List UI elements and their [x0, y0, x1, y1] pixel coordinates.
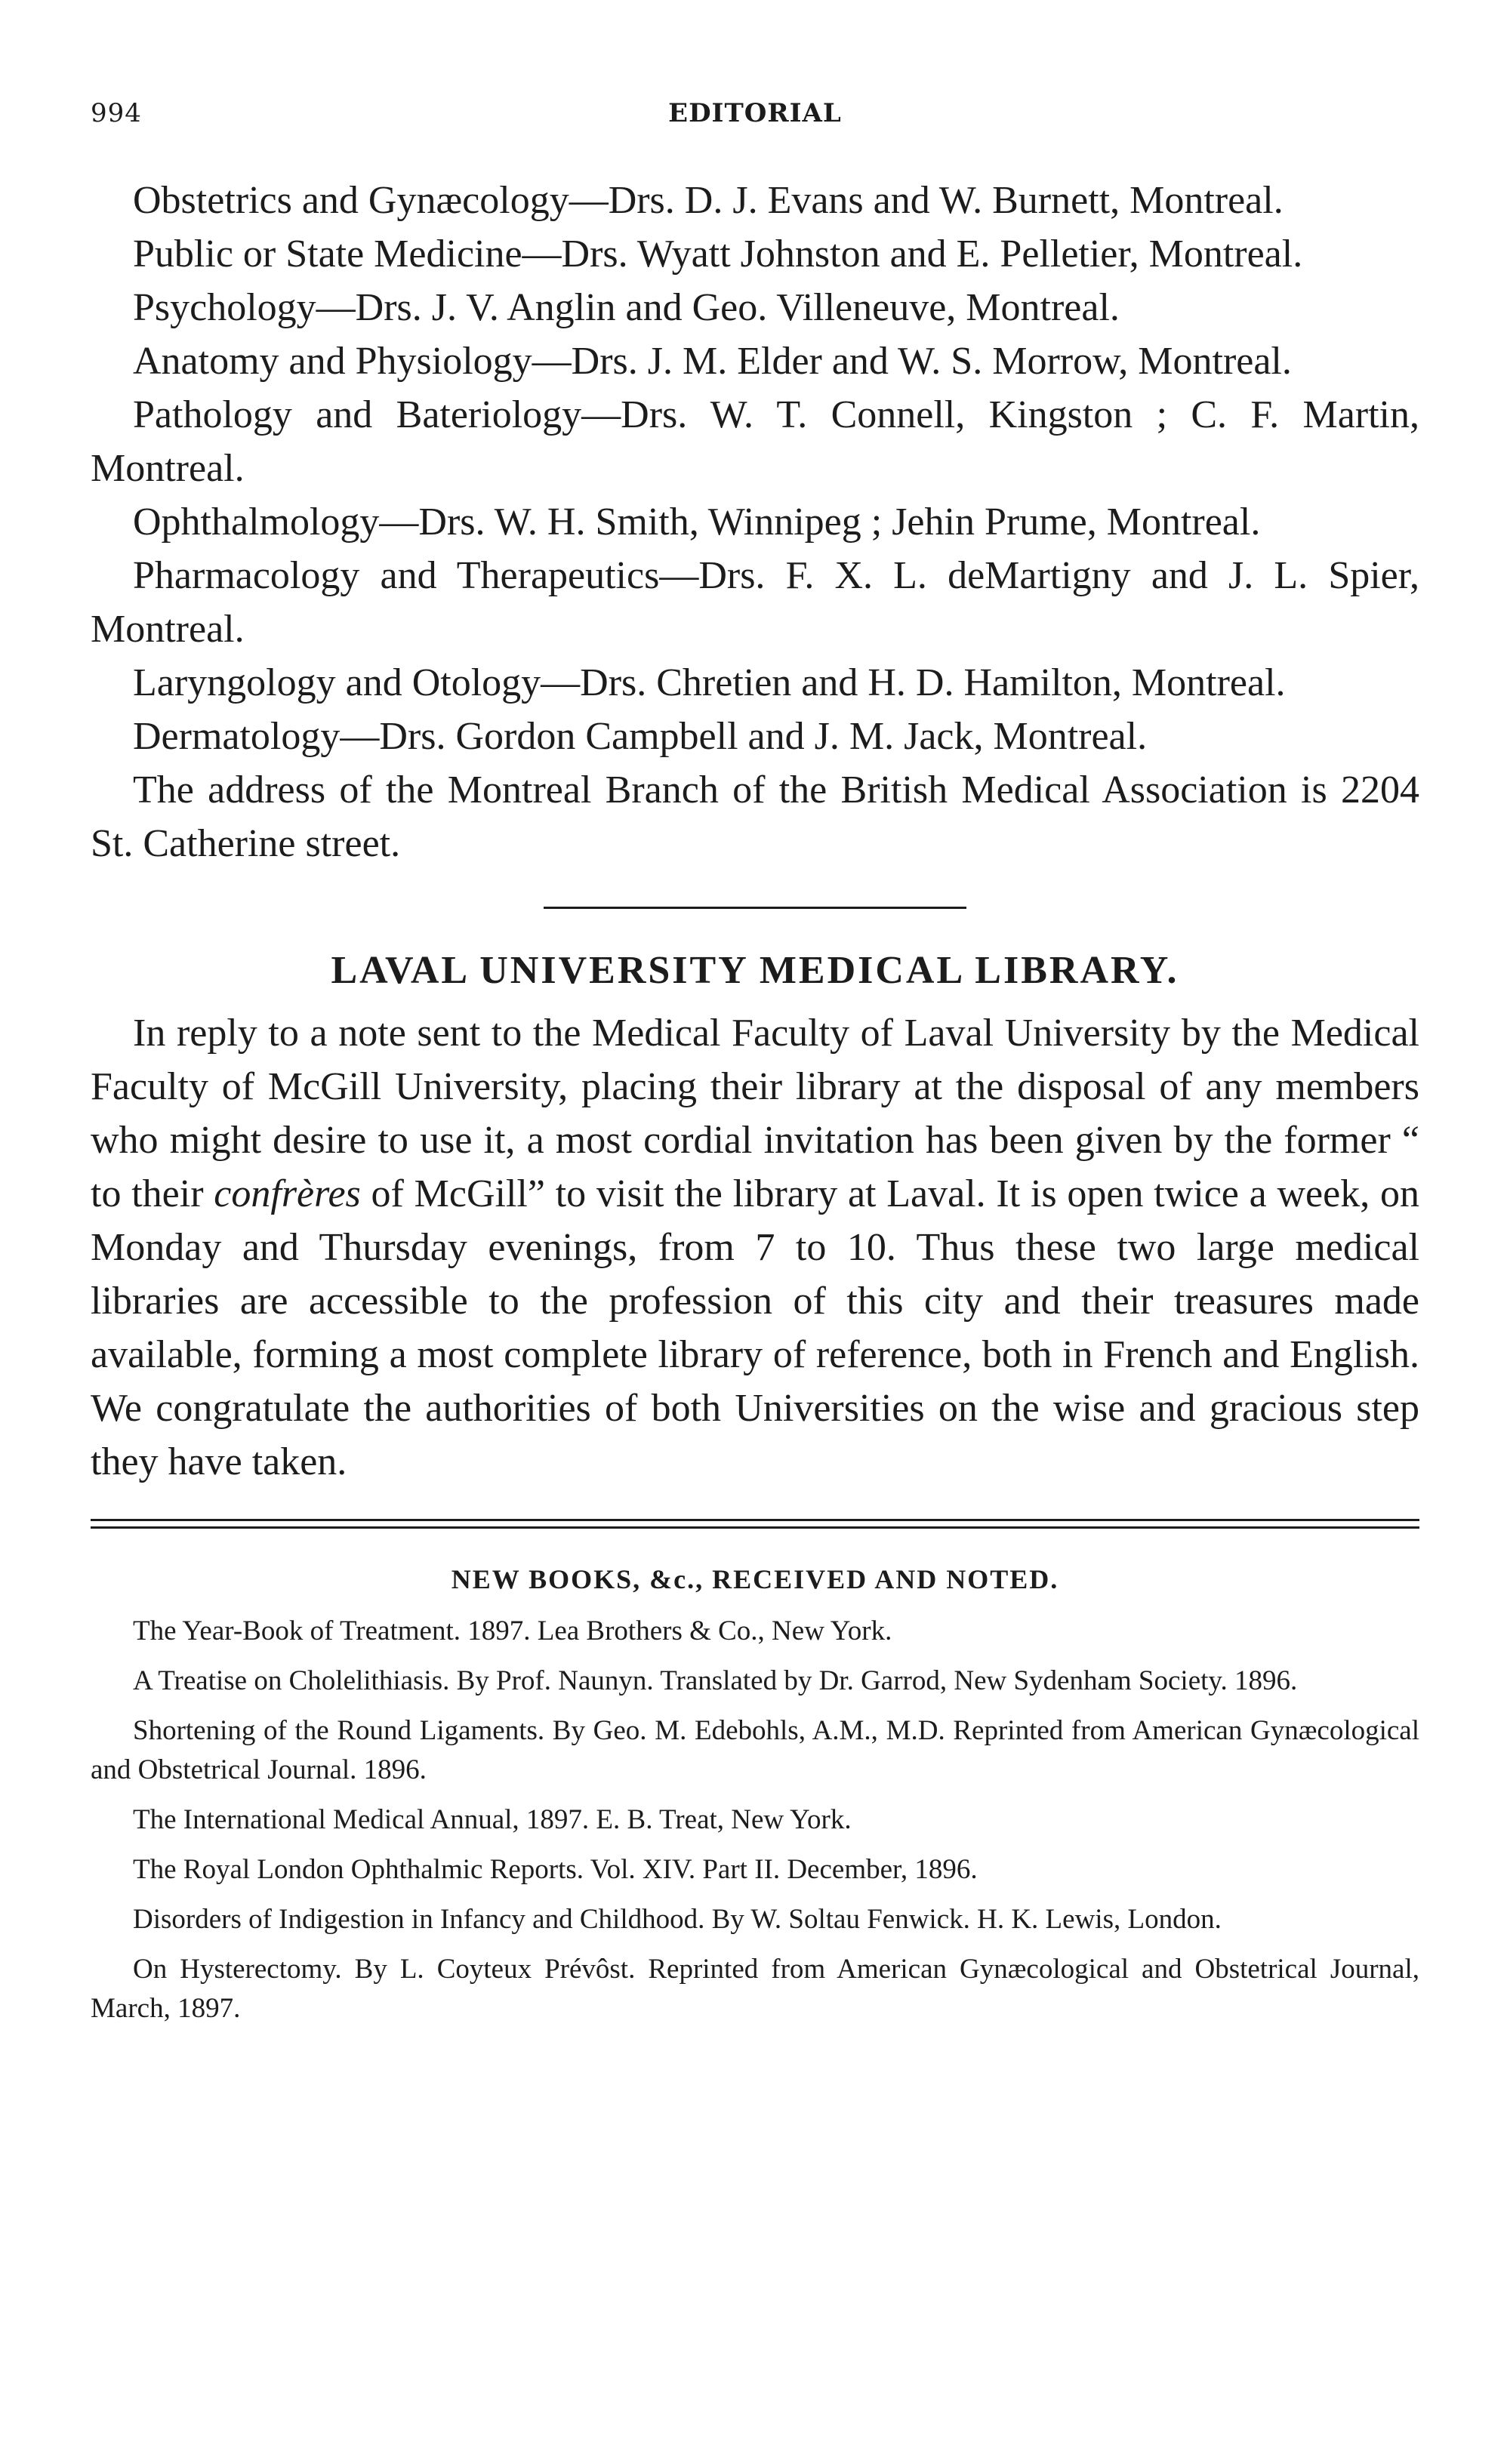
page-number: 994: [91, 98, 142, 128]
books-section-title: NEW BOOKS, &c., RECEIVED AND NOTED.: [451, 1564, 1059, 1594]
contact-entry: Obstetrics and Gynæcology—Drs. D. J. Evans and W. Burnett, Montreal.: [133, 179, 1284, 222]
running-head: EDITORIAL: [668, 98, 842, 128]
book-entry: Shortening of the Round Ligaments. By Geo. M. Edebohls, A.M., M.D. Reprinted from American Gynæcological and Obstetrical Journal. 1896.: [91, 1715, 1419, 1785]
contact-entry: Anatomy and Physiology—Drs. J. M. Elder and W. S. Morrow, Montreal.: [133, 340, 1292, 383]
branch-address-note: The address of the Montreal Branch of the British Medical Association is 2204 St. Catherine street.: [91, 768, 1419, 865]
book-entry: The Royal London Ophthalmic Reports. Vol. XIV. Part II. December, 1896.: [133, 1854, 978, 1885]
book-entry: Disorders of Indigestion in Infancy and Childhood. By W. Soltau Fenwick. H. K. Lewis, London.: [133, 1904, 1222, 1935]
contact-entry: Dermatology—Drs. Gordon Campbell and J. M. Jack, Montreal.: [133, 715, 1148, 758]
contact-entry: Psychology—Drs. J. V. Anglin and Geo. Villeneuve, Montreal.: [133, 286, 1120, 329]
library-paragraph: [91, 1006, 1419, 1489]
book-entry: On Hysterectomy. By L. Coyteux Prévôst. Reprinted from American Gynæcological and Obstetrical Journal, March, 1897.: [91, 1954, 1419, 2024]
contact-entry: Public or State Medicine—Drs. Wyatt Johnston and E. Pelletier, Montreal.: [133, 233, 1303, 276]
double-rule-divider: [91, 1519, 1419, 1529]
contact-entry: Pharmacology and Therapeutics—Drs. F. X. L. deMartigny and J. L. Spier, Montreal.: [91, 554, 1419, 651]
page-header: [91, 91, 1419, 143]
new-books-section: [91, 1563, 1419, 2028]
journal-page: [91, 91, 1419, 2039]
book-entry: A Treatise on Cholelithiasis. By Prof. Naunyn. Translated by Dr. Garrod, New Sydenham Society. 1896.: [133, 1665, 1298, 1696]
paragraph-text: of McGill” to visit the library at Laval. It is open twice a week, on Monday and Thursday evenings, from 7 to 10. Thus these two large medical libraries are accessible to the profession of this city and their treasures made available, forming a most complete library of reference, both in French and English. We congratulate the authorities of both Universities on the wise and gracious step they have taken.: [91, 1172, 1419, 1483]
contact-entry: Laryngology and Otology—Drs. Chretien and H. D. Hamilton, Montreal.: [133, 661, 1286, 704]
book-entry: The International Medical Annual, 1897. E. B. Treat, New York.: [133, 1804, 852, 1835]
book-entry: The Year-Book of Treatment. 1897. Lea Brothers & Co., New York.: [133, 1615, 892, 1646]
paragraph-text: In reply to a note sent to the Medical Faculty of Laval University by the Medical Faculty of McGill University, placing their library at the disposal of any members who might desire to use it, a most cordial invitation has been given by the former “ to their: [91, 1012, 1419, 1215]
section-divider: [544, 907, 966, 909]
contact-entry: Pathology and Bateriology—Drs. W. T. Connell, Kingston ; C. F. Martin, Montreal.: [91, 393, 1419, 490]
laval-library-section: [91, 948, 1419, 1489]
contact-entry: Ophthalmology—Drs. W. H. Smith, Winnipeg ; Jehin Prume, Montreal.: [133, 500, 1261, 544]
section-contacts-list: [91, 174, 1419, 870]
section-title: LAVAL UNIVERSITY MEDICAL LIBRARY.: [331, 949, 1179, 992]
italic-term: confrères: [214, 1172, 361, 1215]
